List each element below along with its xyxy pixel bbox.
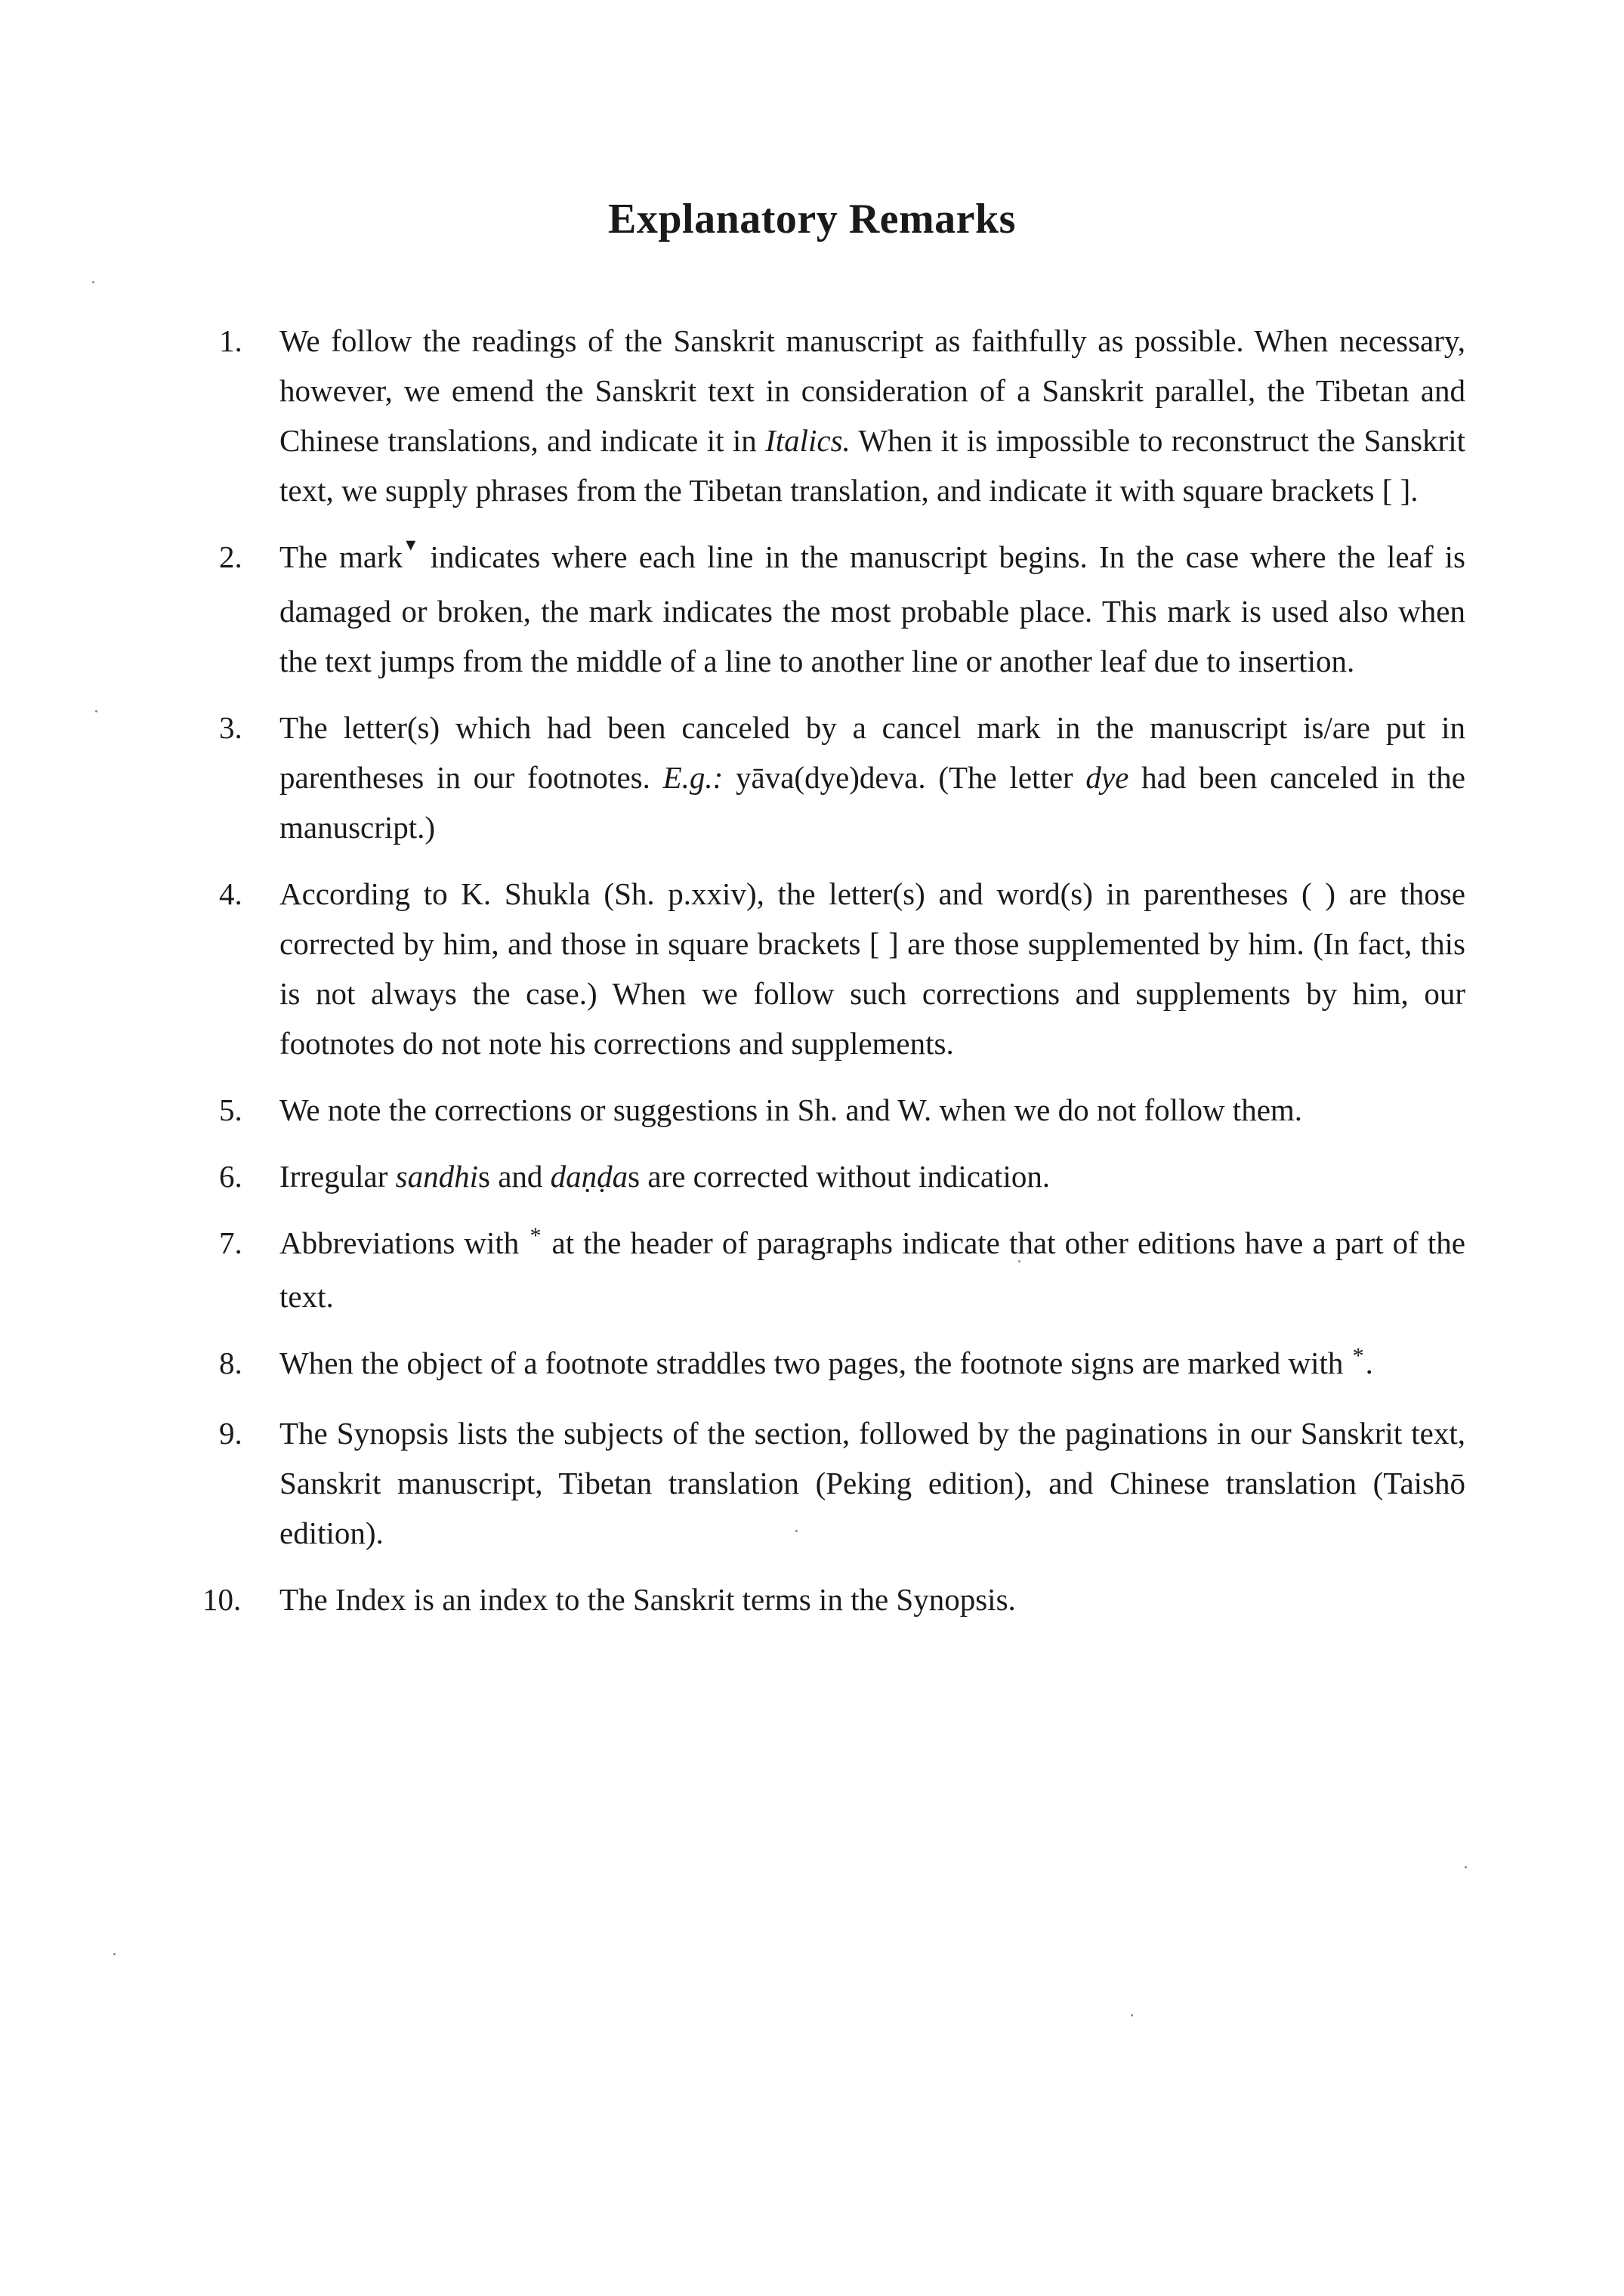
item-text: The mark ▾ indicates where each line in the manuscript begins. In the case where the leaf is damaged or broken, the mark indicates the most probable place. This mark is used also when the text jumps from the middle of a line to another line or another leaf due to insertion. xyxy=(279,533,1465,678)
list-item xyxy=(219,1408,1465,1558)
item-text: According to K. Shukla (Sh. p.xxiv), the letter(s) and word(s) in parentheses ( ) are those corrected by him, and those in square brackets [ ] are those supplemented by him. (In fact, this is not always the case.) When we follow such corrections and supplements by him, our footnotes do not note his corrections and supplements. xyxy=(279,876,1465,1061)
line-start-mark-icon: ▾ xyxy=(406,533,416,555)
item-text: The Synopsis lists the subjects of the section, followed by the paginations in our Sanskrit text, Sanskrit manuscript, Tibetan translation (Peking edition), and Chinese translation (Taishō edition). xyxy=(279,1416,1465,1550)
item-number: 5. xyxy=(219,1092,242,1127)
scan-speck xyxy=(95,710,97,712)
scan-speck xyxy=(795,1530,798,1532)
list-item xyxy=(219,1338,1465,1392)
item-number: 9. xyxy=(219,1416,242,1451)
list-item xyxy=(219,703,1465,852)
list-item xyxy=(219,316,1465,515)
list-item xyxy=(219,1218,1465,1321)
scan-speck xyxy=(1465,1866,1467,1868)
item-text: We note the corrections or suggestions in Sh. and W. when we do not follow them. xyxy=(279,1092,1303,1127)
item-number: 7. xyxy=(219,1225,242,1260)
item-number: 8. xyxy=(219,1346,242,1380)
item-number: 3. xyxy=(219,710,242,745)
item-number: 4. xyxy=(219,876,242,911)
remarks-list xyxy=(202,316,1465,1641)
asterisk-icon: * xyxy=(1352,1343,1364,1368)
list-item xyxy=(202,1574,1465,1624)
list-item xyxy=(219,869,1465,1068)
list-item xyxy=(219,1085,1465,1135)
scan-speck xyxy=(1131,2014,1133,2016)
item-text: The Index is an index to the Sanskrit terms in the Synopsis. xyxy=(279,1582,1016,1617)
page-title: Explanatory Remarks xyxy=(608,196,1016,243)
item-number: 2. xyxy=(219,539,242,574)
scan-speck xyxy=(92,281,94,283)
item-number: 10. xyxy=(202,1582,242,1617)
item-text: Irregular sandhis and daṇḍas are corrected without indication. xyxy=(279,1159,1051,1194)
item-number: 6. xyxy=(219,1159,242,1194)
item-text: The letter(s) which had been canceled by a cancel mark in the manuscript is/are put in parentheses in our footnotes. E.g.: yāva(dye)deva. (The letter dye had been canceled in the manuscript.) xyxy=(279,710,1465,845)
item-text: Abbreviations with * at the header of paragraphs indicate that other editions have a part of the text. xyxy=(279,1223,1465,1314)
item-text: We follow the readings of the Sanskrit manuscript as faithfully as possible. When necessary, however, we emend the Sanskrit text in consideration of a Sanskrit parallel, the Tibetan and Chinese translations, and indicate it in Italics. When it is impossible to reconstruct the Sanskrit text, we supply phrases from the Tibetan translation, and indicate it with square brackets [ ]. xyxy=(279,323,1465,508)
asterisk-icon: * xyxy=(529,1223,542,1248)
scan-speck xyxy=(113,1953,116,1955)
item-number: 1. xyxy=(219,323,242,358)
scan-speck xyxy=(1018,1260,1020,1262)
list-item xyxy=(219,532,1465,686)
list-item xyxy=(219,1151,1465,1201)
item-text: When the object of a footnote straddles two pages, the footnote signs are marked with *. xyxy=(279,1343,1373,1380)
